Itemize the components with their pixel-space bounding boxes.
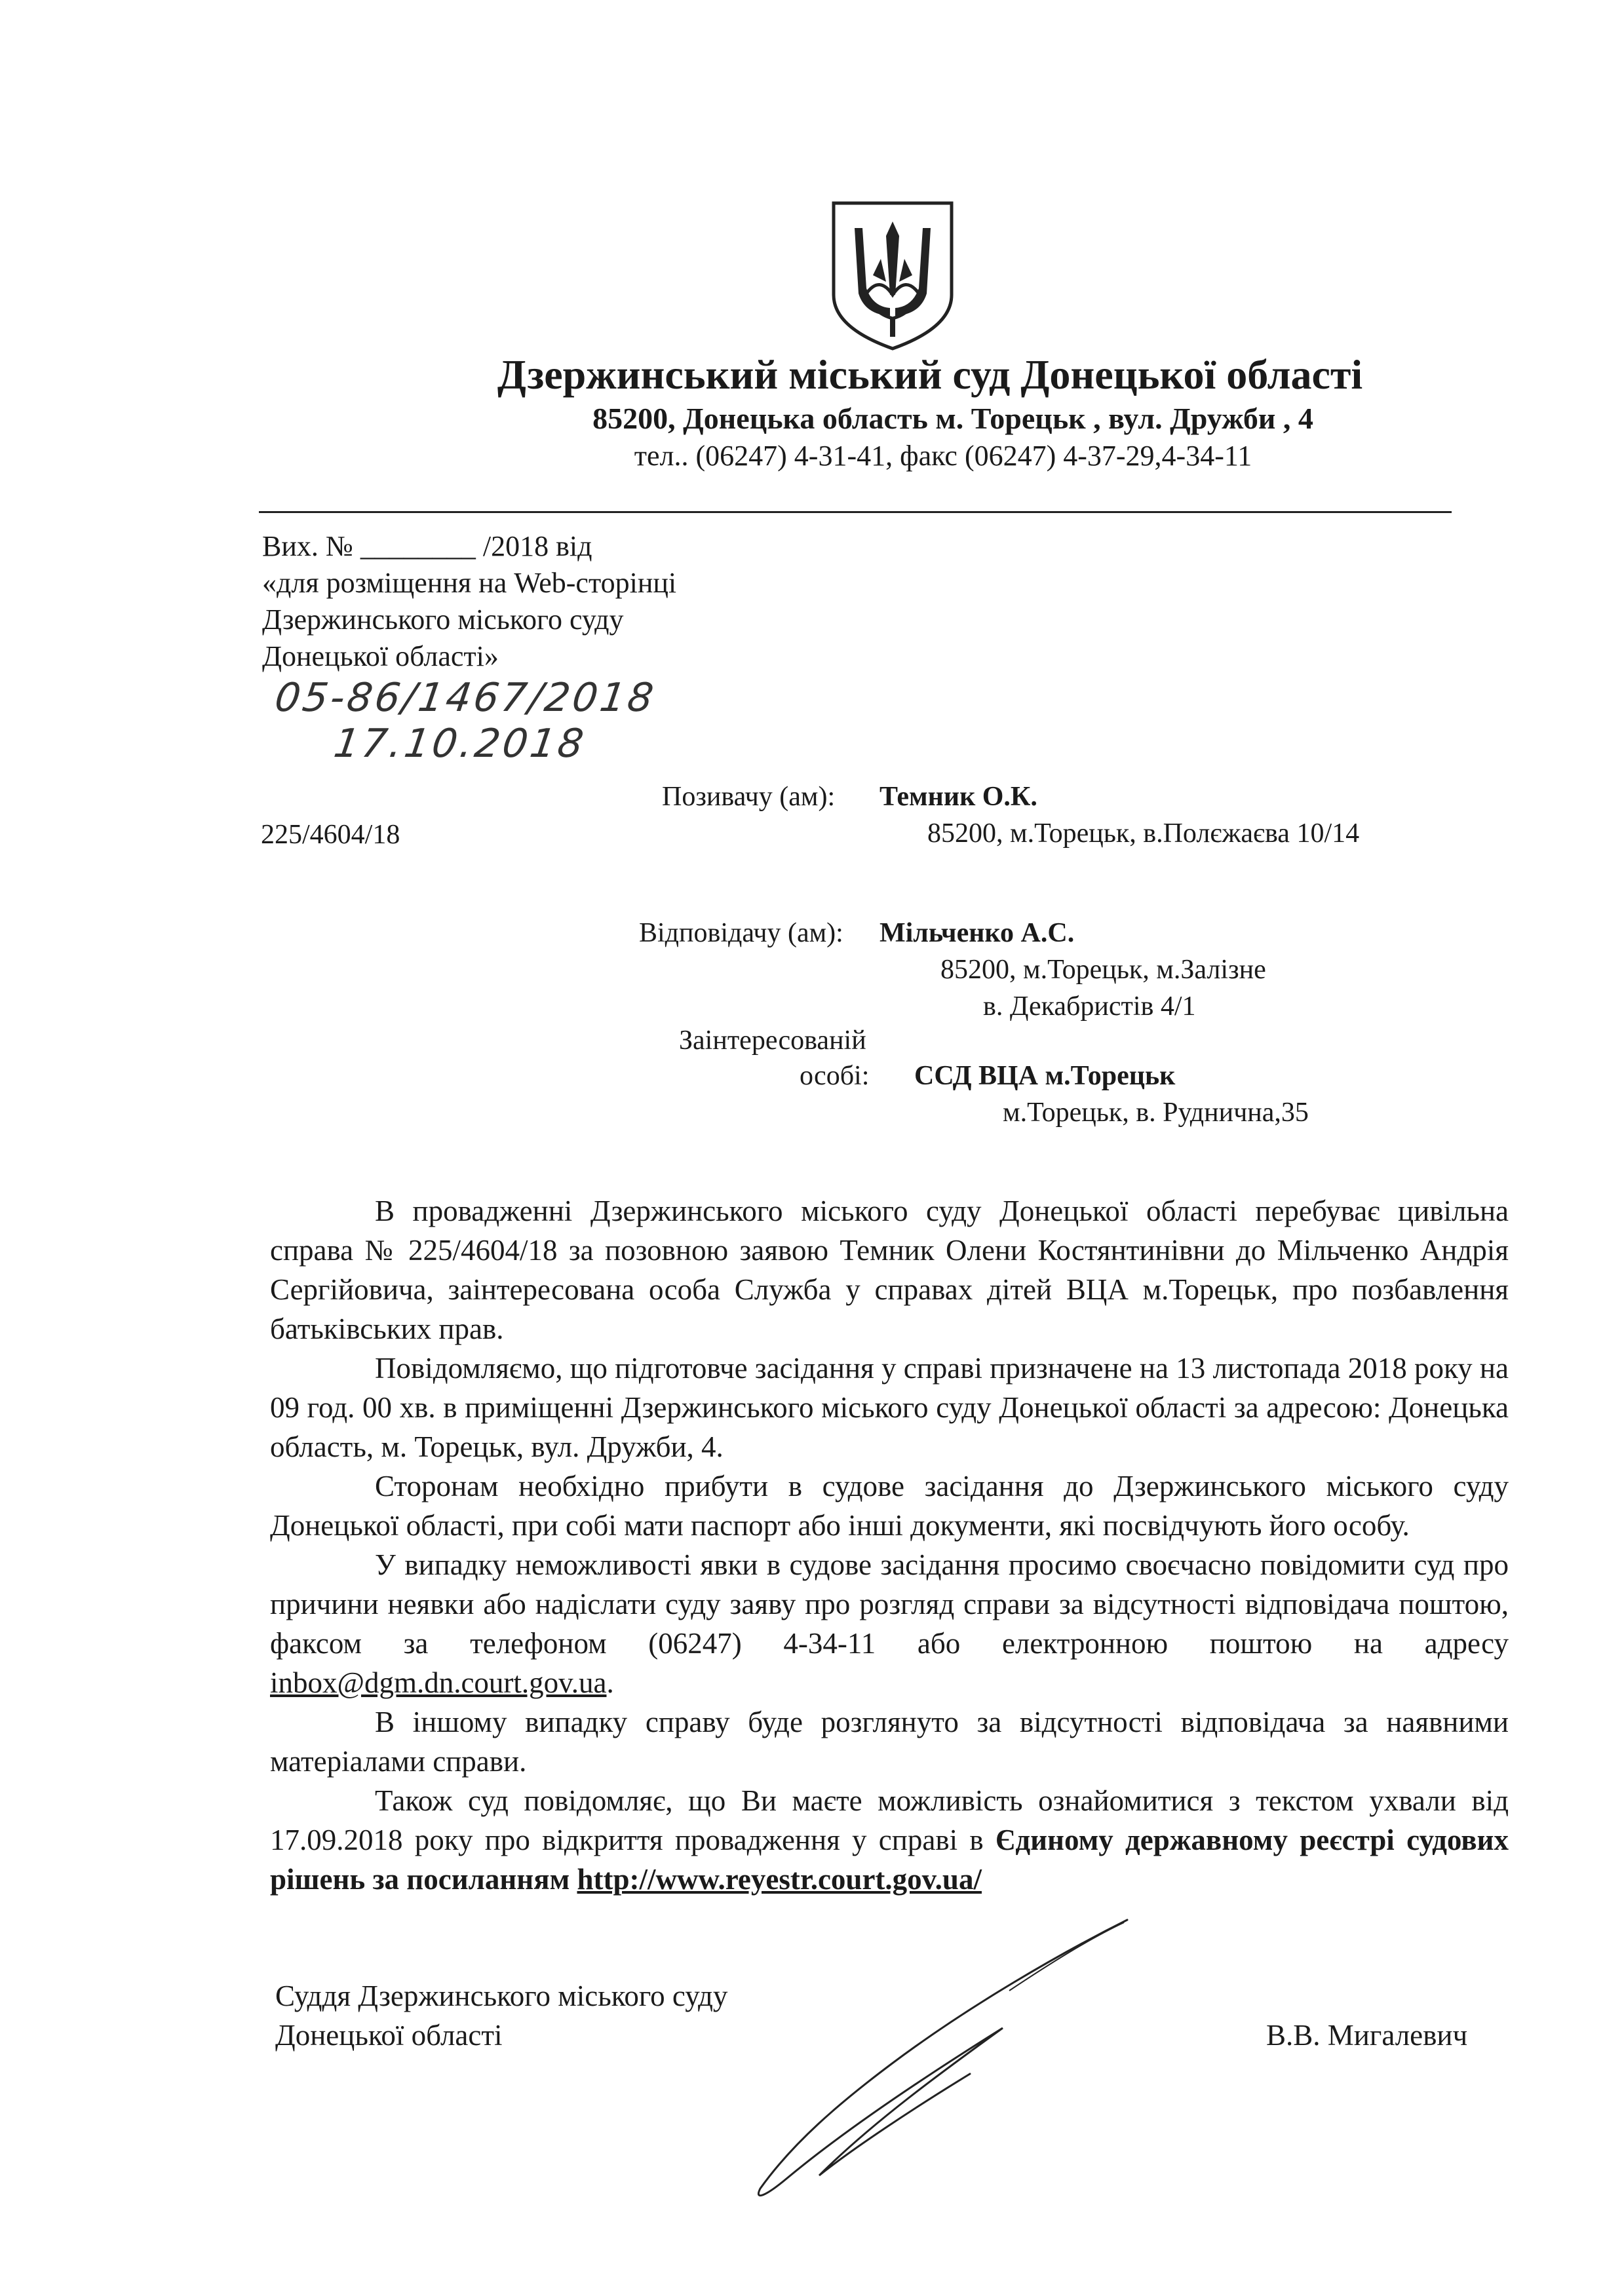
defendant-name: Мільченко А.С. xyxy=(880,918,1075,948)
registry-name: Єдиному державному реєстрі судових рішень за посиланням xyxy=(270,1824,1509,1896)
outgoing-number-line: Вих. № ________ /2018 від xyxy=(262,530,592,562)
interested-party-label-2: особі: xyxy=(800,1061,870,1091)
outgoing-purpose-line1: «для розміщення на Web-сторінці xyxy=(262,567,677,599)
paragraph-case-info: В провадженні Дзержинського міського суду Донецької області перебуває цивільна справа № 225/4604/18 за позовною заявою Темник Олени Костянтинівни до Мільченко Андрія Сергійовича, заінтересована особа Служба у справах дітей ВЦА м.Торецьк, про позбавлення батьківських прав. xyxy=(270,1195,1509,1345)
plaintiff-address: 85200, м.Торецьк, в.Полєжаєва 10/14 xyxy=(927,818,1360,849)
case-number: 225/4604/18 xyxy=(261,820,400,850)
court-email[interactable]: inbox@dgm.dn.court.gov.ua xyxy=(270,1666,607,1699)
defendant-label: Відповідачу (ам): xyxy=(639,918,843,948)
paragraph-attendance: Сторонам необхідно прибути в судове засідання до Дзержинського міського суду Донецької області, при собі мати паспорт або інші документи, які посвідчують його особу. xyxy=(270,1470,1509,1542)
outgoing-purpose-line3: Донецької області» xyxy=(262,640,499,672)
letter-body xyxy=(270,1191,1509,1899)
paragraph-hearing-date: Повідомляємо, що підготовче засідання у справі призначене на 13 листопада 2018 року на 09 год. 00 хв. в приміщенні Дзержинського міського суду Донецької області за адресою: Донецька область, м. Торецьк, вул. Дружби, 4. xyxy=(270,1352,1509,1463)
interested-party-name: ССД ВЦА м.Торецьк xyxy=(914,1061,1176,1091)
coat-of-arms-icon xyxy=(827,197,958,354)
registry-info-text: Також суд повідомляє, що Ви маєте можливість ознайомитися з текстом ухвали від 17.09.2018 року про відкриття провадження у справі в xyxy=(270,1784,1509,1856)
registry-link[interactable]: http://www.reyestr.court.gov.ua/ xyxy=(577,1863,982,1896)
interested-party-address: м.Торецьк, в. Руднична,35 xyxy=(1003,1098,1309,1128)
defendant-address-line1: 85200, м.Торецьк, м.Залізне xyxy=(940,955,1266,985)
handwritten-signature xyxy=(695,1913,1167,2228)
judge-name: В.В. Мигалевич xyxy=(1266,2019,1468,2052)
outgoing-purpose-line2: Дзержинського міського суду xyxy=(262,603,624,636)
paragraph-default-hearing: В іншому випадку справу буде розглянуто за відсутності відповідача за наявними матеріалами справи. xyxy=(270,1706,1509,1778)
interested-party-label: Заінтересованій xyxy=(679,1025,866,1056)
court-contacts: тел.. (06247) 4-31-41, факс (06247) 4-37-29,4-34-11 xyxy=(634,440,1252,472)
handwritten-registration-number: 05-86/1467/2018 xyxy=(272,675,659,721)
handwritten-registration-date: 17.10.2018 xyxy=(331,721,589,767)
paragraph-registry-info xyxy=(270,1781,1509,1899)
plaintiff-name: Темник О.К. xyxy=(880,782,1037,812)
judge-title-line2: Донецької області xyxy=(275,2019,503,2052)
judge-title-line1: Суддя Дзержинського міського суду xyxy=(275,1980,728,2012)
court-name: Дзержинський міський суд Донецької області xyxy=(497,351,1363,398)
paragraph-absence-notice xyxy=(270,1545,1509,1702)
plaintiff-label: Позивачу (ам): xyxy=(662,782,836,812)
absence-notice-end: . xyxy=(606,1666,614,1699)
court-address: 85200, Донецька область м. Торецьк , вул. Дружби , 4 xyxy=(592,402,1313,435)
absence-notice-text: У випадку неможливості явки в судове засідання просимо своєчасно повідомити суд про причини неявки або надіслати суду заяву про розгляд справи за відсутності відповідача поштою, факсом за телефоном (06247) 4-34-11 або електронною поштою на адресу xyxy=(270,1548,1509,1660)
defendant-address-line2: в. Декабристів 4/1 xyxy=(983,991,1196,1022)
header-divider xyxy=(259,511,1452,513)
